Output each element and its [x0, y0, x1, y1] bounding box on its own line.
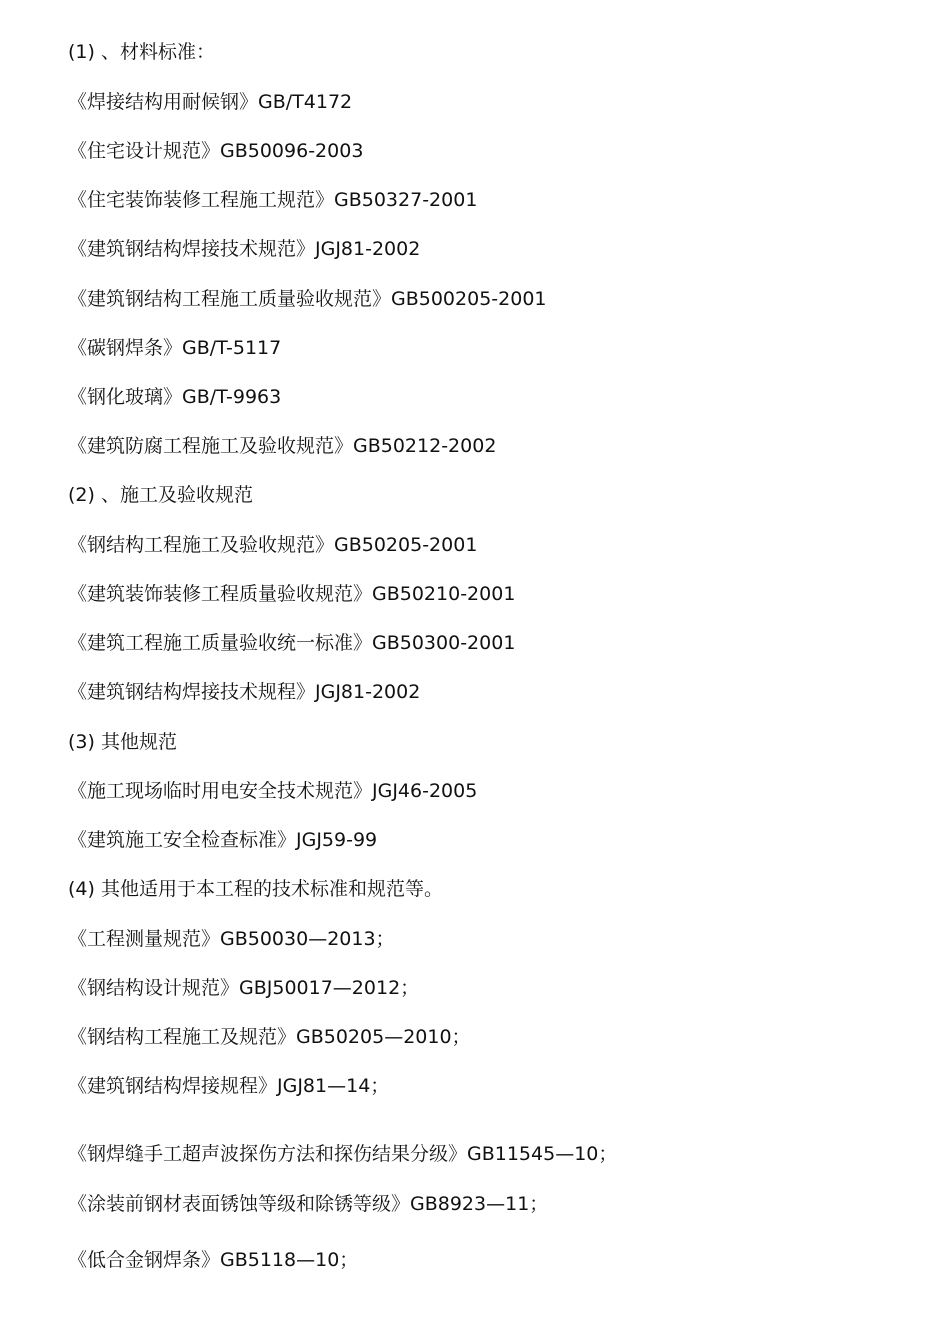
list-item: 《涂装前钢材表面锈蚀等级和除锈等级》GB8923—11；	[68, 1193, 549, 1215]
list-item: 《建筑防腐工程施工及验收规范》GB50212-2002	[68, 435, 497, 457]
list-item: 《建筑钢结构焊接规程》JGJ81—14；	[68, 1075, 390, 1097]
list-item: 《焊接结构用耐候钢》GB/T4172	[68, 91, 353, 113]
list-item: 《建筑钢结构焊接技术规范》JGJ81-2002	[68, 238, 421, 260]
list-item: 《钢焊缝手工超声波探伤方法和探伤结果分级》GB11545—10；	[68, 1143, 618, 1165]
list-item: 《建筑工程施工质量验收统一标准》GB50300-2001	[68, 632, 516, 654]
list-item: 《建筑钢结构焊接技术规程》JGJ81-2002	[68, 681, 421, 703]
list-item: 《钢化玻璃》GB/T-9963	[68, 386, 282, 408]
list-item: 《钢结构工程施工及规范》GB50205—2010；	[68, 1026, 471, 1048]
list-item: 《建筑装饰装修工程质量验收规范》GB50210-2001	[68, 583, 516, 605]
list-item: 《建筑钢结构工程施工质量验收规范》GB500205-2001	[68, 288, 547, 310]
section-heading-applicable: (4) 其他适用于本工程的技术标准和规范等。	[68, 878, 443, 900]
list-item: 《碳钢焊条》GB/T-5117	[68, 337, 282, 359]
list-item: 《住宅装饰装修工程施工规范》GB50327-2001	[68, 189, 478, 211]
section-heading-acceptance: (2) 、施工及验收规范	[68, 484, 253, 506]
section-heading-materials: (1) 、材料标准：	[68, 41, 215, 63]
list-item: 《施工现场临时用电安全技术规范》JGJ46-2005	[68, 780, 478, 802]
list-item: 《住宅设计规范》GB50096-2003	[68, 140, 364, 162]
list-item: 《建筑施工安全检查标准》JGJ59-99	[68, 829, 378, 851]
section-heading-other: (3) 其他规范	[68, 731, 177, 753]
list-item: 《钢结构工程施工及验收规范》GB50205-2001	[68, 534, 478, 556]
list-item: 《钢结构设计规范》GBJ50017—2012；	[68, 977, 420, 999]
list-item: 《工程测量规范》GB50030—2013；	[68, 928, 395, 950]
list-item: 《低合金钢焊条》GB5118—10；	[68, 1249, 359, 1271]
